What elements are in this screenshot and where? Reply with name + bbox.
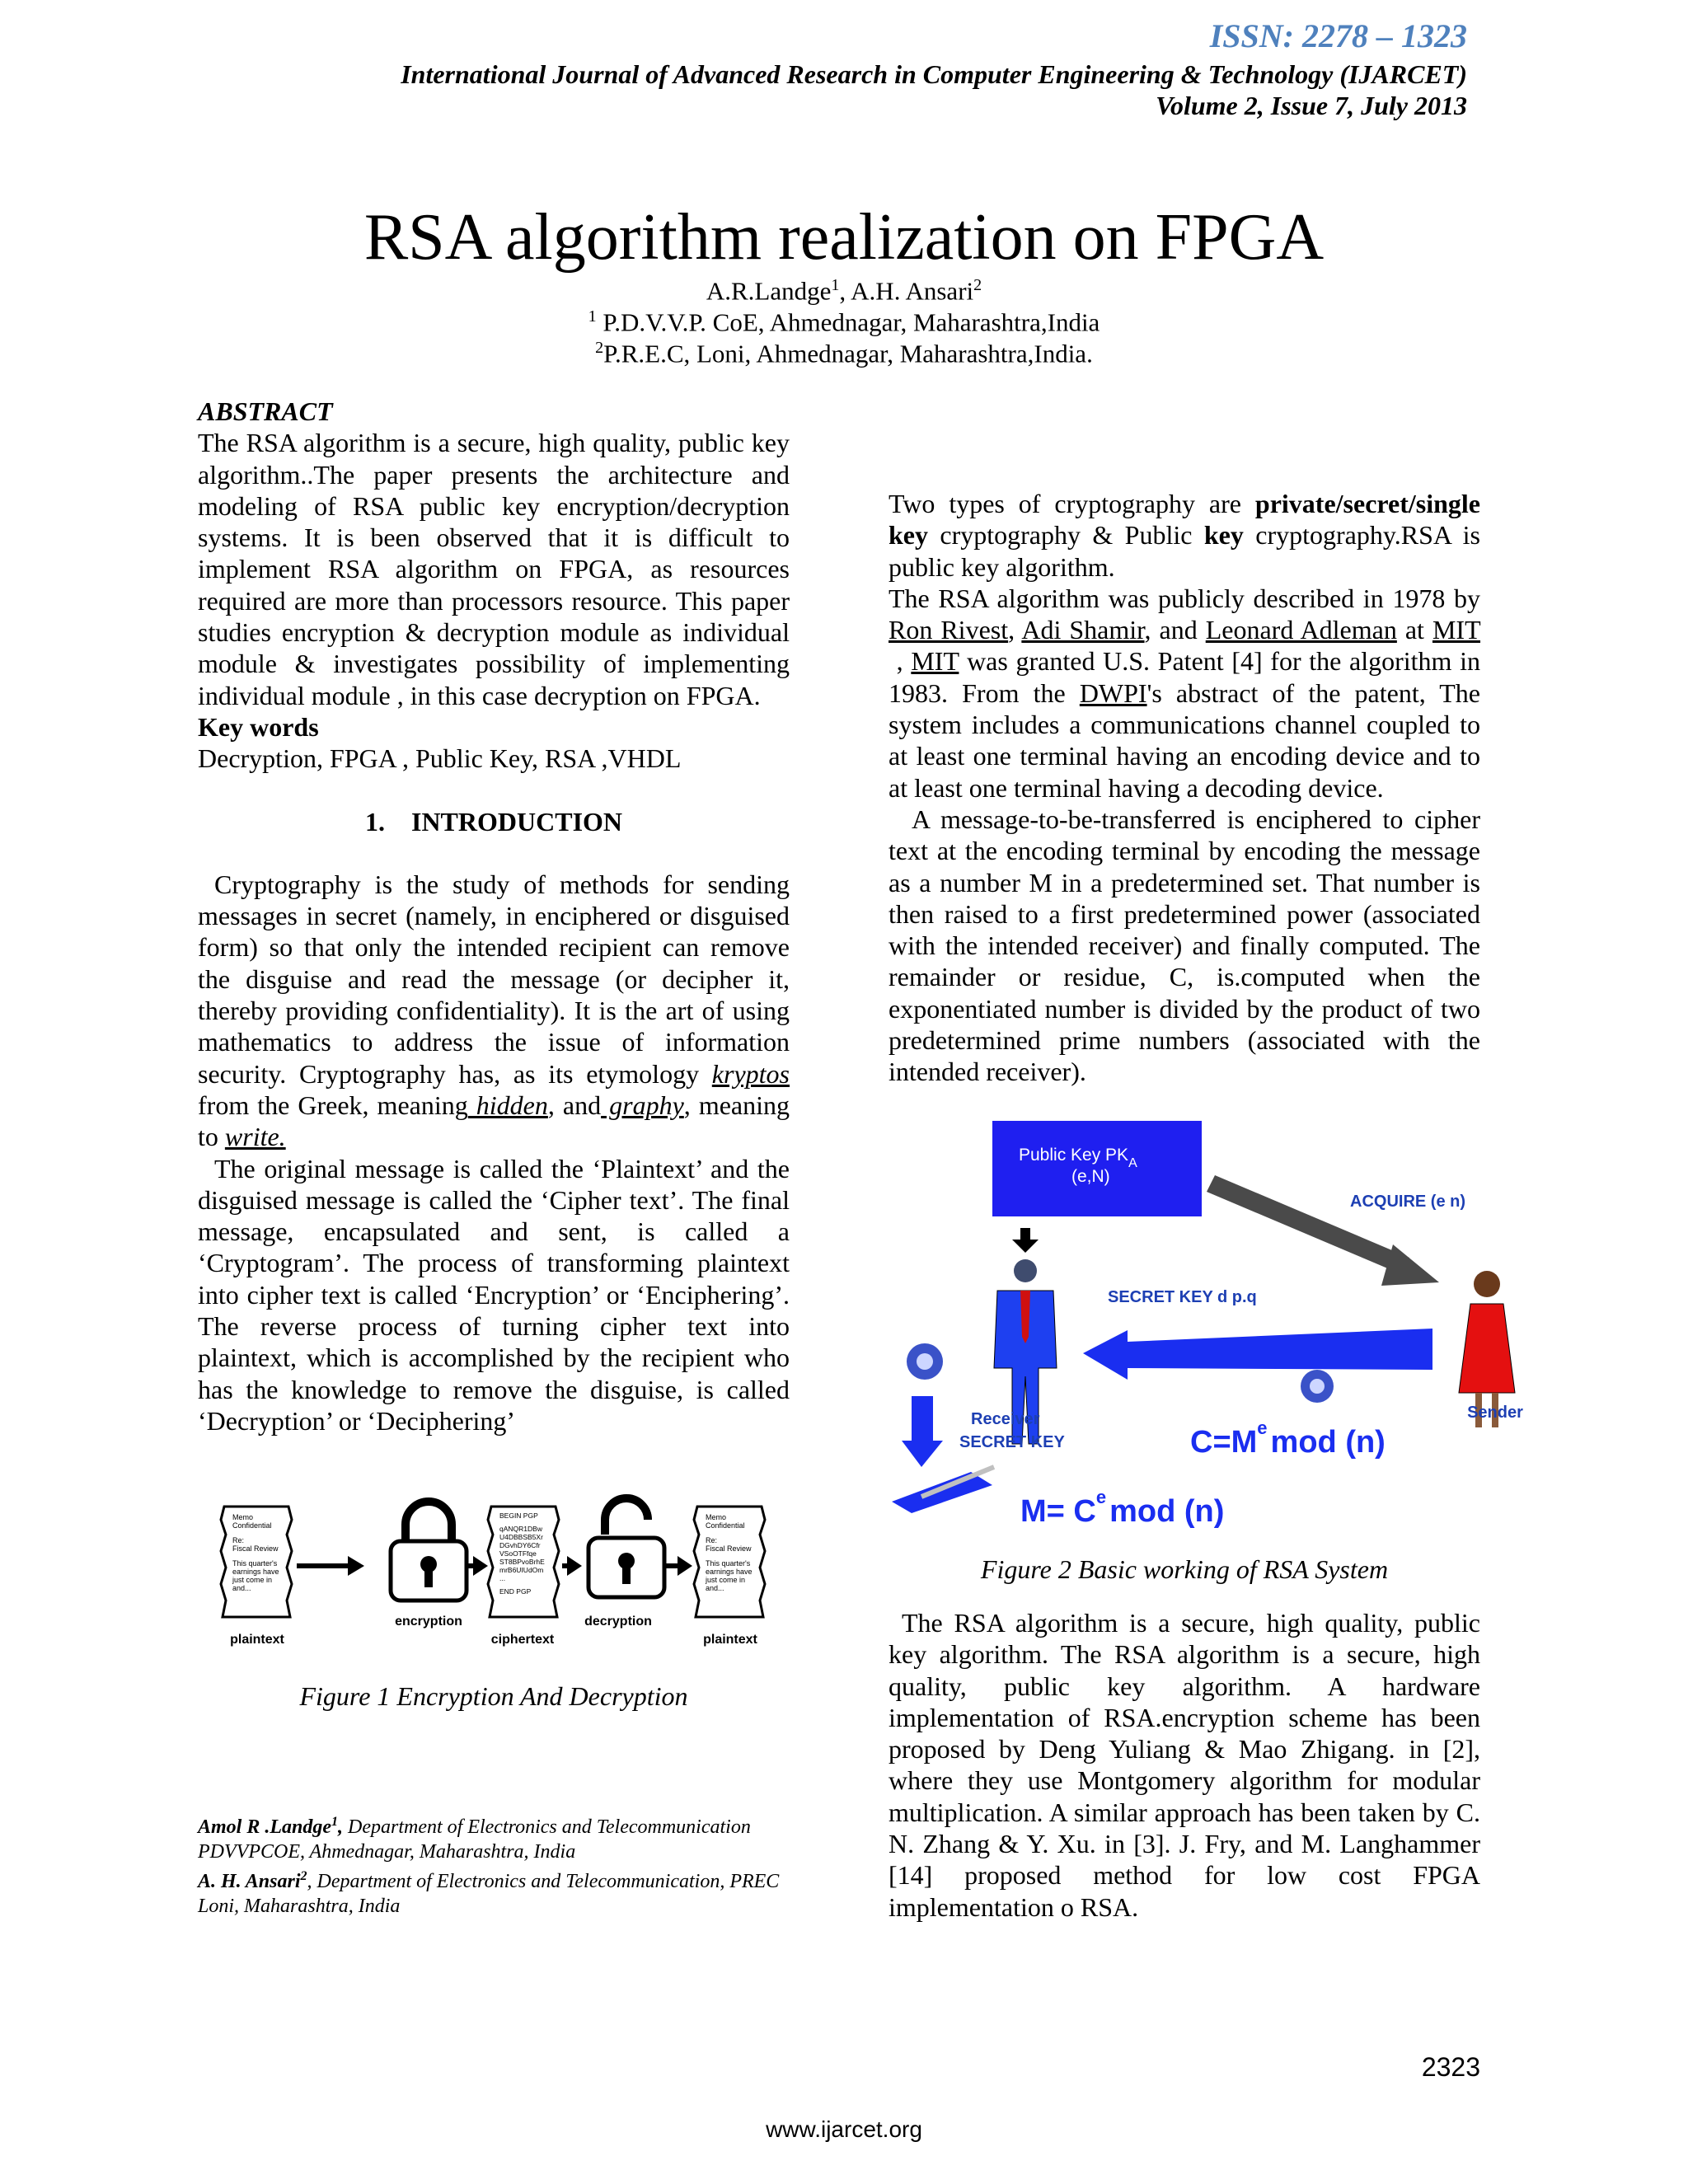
doc3-line: Fiscal Review bbox=[706, 1544, 752, 1553]
right-p2-a: The RSA algorithm was publicly described in 1978 by bbox=[889, 583, 1480, 613]
doc1-line: This quarter's bbox=[232, 1559, 278, 1568]
figure-1-diagram bbox=[216, 1502, 776, 1653]
page-number: 2323 bbox=[1421, 2052, 1480, 2082]
intro-heading: 1. INTRODUCTION bbox=[364, 806, 623, 837]
fn2-name: A. H. Ansari bbox=[198, 1871, 301, 1892]
doc1-line: Memo bbox=[232, 1513, 254, 1521]
receiver-label: Receiver bbox=[971, 1410, 1040, 1428]
fn1-name: Amol R .Landge bbox=[198, 1816, 332, 1838]
link-mit-1[interactable]: MIT bbox=[1432, 615, 1481, 645]
aff2-text: P.R.E.C, Loni, Ahmednagar, Maharashtra,India. bbox=[603, 339, 1093, 368]
acquire-label: ACQUIRE (e n) bbox=[1350, 1193, 1465, 1211]
aff2-sup: 2 bbox=[595, 339, 604, 357]
link-write[interactable]: write. bbox=[224, 1122, 286, 1152]
doc1-line: and... bbox=[232, 1584, 251, 1592]
link-graphy[interactable]: graphy bbox=[601, 1090, 684, 1120]
doc3-line: This quarter's bbox=[706, 1559, 751, 1568]
right-p1-c: cryptography.RSA is public key algorithm. bbox=[889, 520, 1481, 582]
fn1-text: Department of Electronics and Telecommunication PDVVPCOE, Ahmednagar, Maharashtra, India bbox=[198, 1816, 751, 1863]
arrowhead-4 bbox=[678, 1556, 692, 1576]
figure-1-caption: Figure 1 Encryption And Decryption bbox=[299, 1681, 688, 1711]
doc2-line: VSoOTFfqe bbox=[499, 1549, 537, 1558]
doc2-line: DGvhDY6Cfr bbox=[499, 1541, 541, 1549]
aff1-text: P.D.V.V.P. CoE, Ahmednagar, Maharashtra,India bbox=[596, 307, 1100, 337]
secret-key-label: SECRET KEY d p.q bbox=[1108, 1288, 1257, 1306]
link-dwpi[interactable]: DWPI bbox=[1079, 677, 1147, 708]
intro-paragraph-1 bbox=[198, 869, 790, 1153]
link-kryptos[interactable]: kryptos bbox=[711, 1058, 790, 1089]
intro-p1-b: from the Greek, meaning bbox=[198, 1090, 468, 1120]
ciphertext-document bbox=[488, 1507, 559, 1617]
author-2-sup: 2 bbox=[973, 276, 982, 294]
cipher-arrow bbox=[1083, 1329, 1432, 1380]
doc2-line: mrB6UIUdOm bbox=[499, 1566, 544, 1574]
doc1-line: just come in bbox=[232, 1576, 273, 1584]
doc3-line: Re: bbox=[706, 1536, 718, 1544]
intro-p1-d: , meaning to bbox=[198, 1090, 790, 1152]
enc-a: C=M bbox=[1190, 1425, 1258, 1460]
right-p2-b: was granted U.S. Patent [4] for the algorithm in 1983. From the bbox=[889, 646, 1481, 708]
doc2-line: ST8BPvoBrhE bbox=[499, 1558, 545, 1566]
sender-label: Sender bbox=[1467, 1404, 1523, 1422]
intro-p1-c: , and bbox=[547, 1090, 602, 1120]
issn: ISSN: 2278 – 1323 bbox=[1209, 17, 1467, 54]
enc-sup: e bbox=[1257, 1418, 1268, 1438]
gear-icon bbox=[907, 1343, 943, 1380]
label-plaintext-2: plaintext bbox=[703, 1633, 757, 1647]
keywords-heading: Key words bbox=[198, 711, 319, 742]
footer-url[interactable]: www.ijarcet.org bbox=[766, 2116, 922, 2142]
doc1-line: earnings have bbox=[232, 1568, 279, 1576]
pk-sub: A bbox=[1128, 1156, 1137, 1170]
author-line bbox=[0, 270, 1688, 306]
doc2-line: ... bbox=[499, 1574, 506, 1582]
aff1-sup: 1 bbox=[588, 307, 597, 326]
dec-a: M= C bbox=[1020, 1494, 1096, 1529]
figure-2-caption: Figure 2 Basic working of RSA System bbox=[980, 1554, 1389, 1584]
acquire-arrow bbox=[1207, 1175, 1409, 1274]
right-p1-a: Two types of cryptography are bbox=[889, 489, 1255, 518]
right-paragraph-1 bbox=[889, 488, 1480, 583]
right-p1-key: key bbox=[1203, 520, 1244, 551]
doc2-line: BEGIN PGP bbox=[499, 1511, 538, 1520]
author-sep: , bbox=[839, 276, 851, 306]
receiver-down-arrow bbox=[912, 1396, 933, 1442]
intro-p1-a: Cryptography is the study of methods for sending messages in secret (namely, in enciphered or disguised form) so that only the intended recipient can remove the disguise and read the message (or decipher it, thereby providing confidentiality). It is the art of using mathematics to address the issue of information security. Cryptography has, as its etymology bbox=[198, 869, 790, 1089]
right-p2-c: 's abstract of the patent, The system includes a communications channel coupled to at least one terminal having an encoding device and to at least one terminal having a decoding device. bbox=[889, 677, 1481, 803]
pk-down-arrow bbox=[1020, 1228, 1030, 1240]
right-p1-bold: private/secret/single key bbox=[889, 489, 1480, 551]
label-ciphertext: ciphertext bbox=[490, 1633, 555, 1647]
encryption-formula bbox=[1190, 1418, 1386, 1460]
affiliation-2 bbox=[0, 333, 1688, 368]
doc1-line: Confidential bbox=[232, 1521, 272, 1530]
label-plaintext-1: plaintext bbox=[230, 1633, 284, 1647]
lock-closed-icon bbox=[391, 1502, 467, 1601]
dec-sup: e bbox=[1095, 1487, 1107, 1507]
left-column bbox=[198, 396, 790, 1436]
secret-key-2-label: SECRET KEY bbox=[959, 1433, 1065, 1451]
doc2-line: END PGP bbox=[499, 1587, 532, 1596]
doc1-line: Fiscal Review bbox=[232, 1544, 279, 1553]
footnote-1 bbox=[198, 1810, 808, 1864]
label-encryption: encryption bbox=[395, 1615, 462, 1629]
affiliation-1 bbox=[0, 302, 1688, 337]
author-2: A.H. Ansari bbox=[851, 276, 974, 306]
right-p1-b: cryptography & Public bbox=[928, 520, 1204, 551]
label-decryption: decryption bbox=[584, 1615, 652, 1629]
doc3-line: earnings have bbox=[706, 1568, 753, 1576]
paper-title: RSA algorithm realization on FPGA bbox=[363, 201, 1325, 274]
gear-icon bbox=[1301, 1370, 1334, 1403]
doc3-line: and... bbox=[706, 1584, 724, 1592]
lock-open-icon bbox=[588, 1498, 664, 1597]
doc2-line: qANQR1DBw bbox=[499, 1525, 542, 1533]
fn2-sup: 2 bbox=[300, 1869, 307, 1883]
link-hidden[interactable]: hidden bbox=[467, 1090, 548, 1120]
arrowhead-3 bbox=[567, 1556, 582, 1576]
right-p2-and: , and bbox=[1144, 615, 1206, 645]
right-column-top bbox=[889, 488, 1480, 1088]
enc-b: mod (n) bbox=[1270, 1425, 1386, 1460]
intro-paragraph-2: The original message is called the ‘Plaintext’ and the disguised message is called the ‘Cipher text’. The final message, encapsulated and sent, is called a ‘Cryptogram’. The process of transforming plaintext into cipher text is called ‘Encryption’ or ‘Enciphering’. The reverse process of turning cipher text into plaintext, which is accomplished by the recipient who has the knowledge to remove the disguise, is called ‘Decryption’ or ‘Deciphering’ bbox=[198, 1153, 790, 1436]
abstract-text: The RSA algorithm is a secure, high quality, public key algorithm..The paper presents the architecture and modeling of RSA public key encryption/decryption systems. It is been observed that it is difficult to implement RSA algorithm on FPGA, as resources required are more than processors resource. This paper studies encryption & decryption module as individual module & investigates possibility of implementing individual module , in this case decryption on FPGA. bbox=[198, 428, 790, 710]
signing-pen-icon bbox=[892, 1467, 994, 1513]
doc3-line: Memo bbox=[706, 1513, 727, 1521]
author-1-sup: 1 bbox=[831, 276, 840, 294]
keywords-text: Decryption, FPGA , Public Key, RSA ,VHDL bbox=[198, 743, 682, 774]
doc3-line: Confidential bbox=[706, 1521, 745, 1530]
right-p2-mid: , bbox=[889, 646, 912, 677]
right-column-bottom bbox=[889, 1607, 1480, 1923]
right-p2-at: at bbox=[1396, 615, 1432, 645]
right-paragraph-3: A message-to-be-transferred is enciphered to cipher text at the encoding terminal by encoding the message as a number M in a predetermined set. That number is then raised to a first predetermined power (associated with the intended receiver) and finally computed. The remainder or residue, C, is.computed when the exponentiated number is divided by the product of two predetermined prime numbers (associated with the intended receiver). bbox=[889, 804, 1480, 1087]
plaintext-document-2 bbox=[694, 1507, 765, 1617]
volume-issue: Volume 2, Issue 7, July 2013 bbox=[1156, 91, 1467, 120]
journal-name: International Journal of Advanced Research in Computer Engineering & Technology (IJARCET) bbox=[401, 59, 1467, 89]
link-ron-rivest[interactable]: Ron Rivest bbox=[889, 615, 1009, 645]
fn1-sup: 1 bbox=[331, 1815, 339, 1829]
fn2-text: , Department of Electronics and Telecommunication, PREC Loni, Maharashtra, India bbox=[198, 1871, 780, 1917]
right-p2-comma: , bbox=[1008, 615, 1022, 645]
pk-line-2: (e,N) bbox=[1071, 1167, 1110, 1186]
right-paragraph-4: The RSA algorithm is a secure, high quality, public key algorithm. The RSA algorithm is a secure, high quality, public key algorithm. A hardware implementation of RSA.encryption scheme has been proposed by Deng Yuliang & Mao Zhigang. in [2], where they use Montgomery algorithm for modular multiplication. A similar approach has been taken by C. N. Zhang & Y. Xu. in [3]. J. Fry, and M. Langhammer [14] proposed method for low cost FPGA implementation o RSA. bbox=[889, 1608, 1480, 1922]
author-1: A.R.Landge bbox=[706, 276, 832, 306]
right-paragraph-2 bbox=[889, 583, 1480, 804]
fn1-comma: , bbox=[338, 1816, 344, 1838]
pk-down-arrowhead bbox=[1012, 1240, 1039, 1253]
author-footnotes bbox=[198, 1810, 808, 1919]
doc1-line: Re: bbox=[232, 1536, 245, 1544]
doc2-line: U4DBBSB5Xr bbox=[499, 1533, 543, 1541]
doc3-line: just come in bbox=[706, 1576, 746, 1584]
pk-line-1: Public Key PK bbox=[1019, 1146, 1129, 1165]
footnote-2 bbox=[198, 1864, 808, 1919]
arrowhead-2 bbox=[473, 1556, 488, 1576]
receiver-down-arrowhead bbox=[902, 1441, 943, 1467]
link-leonard-adleman[interactable]: Leonard Adleman bbox=[1205, 615, 1397, 645]
link-adi-shamir[interactable]: Adi Shamir bbox=[1021, 615, 1145, 645]
figure-2-diagram bbox=[889, 1121, 1523, 1533]
decryption-formula bbox=[1020, 1487, 1224, 1529]
plaintext-document-1 bbox=[221, 1507, 292, 1617]
arrowhead-1 bbox=[348, 1556, 364, 1576]
abstract-heading: ABSTRACT bbox=[198, 396, 333, 426]
dec-b: mod (n) bbox=[1109, 1494, 1225, 1529]
link-mit-2[interactable]: MIT bbox=[911, 646, 959, 677]
